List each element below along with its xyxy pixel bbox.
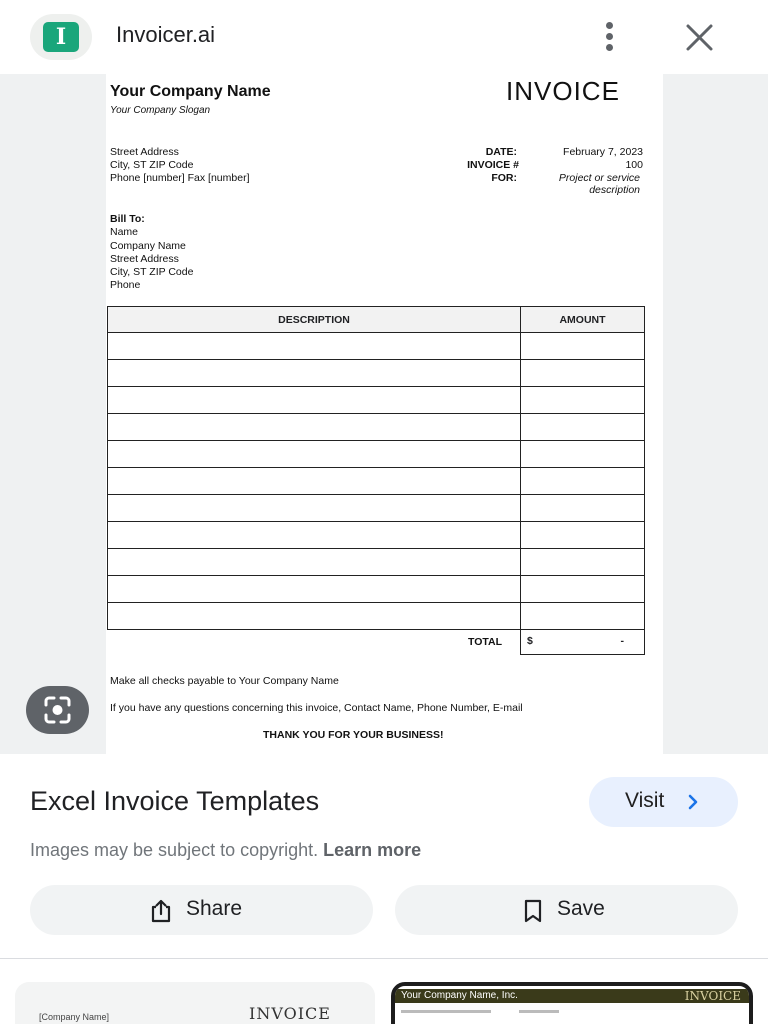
close-icon[interactable]	[678, 18, 720, 58]
total-label: TOTAL	[468, 636, 503, 648]
lens-icon[interactable]	[26, 686, 89, 734]
total-currency: $	[527, 635, 533, 647]
date-value: February 7, 2023	[563, 146, 643, 158]
thumb-text-line	[519, 1010, 559, 1013]
result-title[interactable]: Excel Invoice Templates	[30, 786, 320, 816]
address-line: Street Address	[110, 146, 179, 158]
invoice-number-value: 100	[625, 159, 643, 171]
description-cell	[108, 414, 521, 441]
amount-cell	[521, 522, 645, 549]
address-line: Phone [number] Fax [number]	[110, 172, 250, 184]
bill-to-label: Bill To:	[110, 213, 145, 225]
amount-cell	[521, 360, 645, 387]
bill-to-line: Company Name	[110, 240, 186, 252]
description-cell	[108, 360, 521, 387]
related-result-thumbnail[interactable]	[391, 982, 753, 1024]
description-cell	[108, 603, 521, 630]
share-button[interactable]	[30, 885, 373, 935]
description-header: DESCRIPTION	[108, 307, 521, 333]
bill-to-line: Street Address	[110, 253, 179, 265]
invoicer-logo-icon[interactable]	[30, 14, 92, 60]
table-row	[108, 468, 645, 495]
thumb-title: INVOICE	[684, 989, 741, 1003]
amount-cell	[521, 414, 645, 441]
company-slogan: Your Company Slogan	[110, 105, 211, 116]
invoice-number-label: INVOICE #	[467, 159, 519, 171]
more-vert-icon[interactable]	[596, 18, 624, 56]
save-button[interactable]	[395, 885, 738, 935]
for-value: Project or service	[558, 172, 640, 184]
table-row	[108, 441, 645, 468]
amount-cell	[521, 333, 645, 360]
description-cell	[108, 522, 521, 549]
amount-cell	[521, 495, 645, 522]
save-label: Save	[557, 897, 605, 920]
site-name[interactable]: Invoicer.ai	[116, 22, 216, 47]
thumb-title: INVOICE	[249, 1004, 331, 1023]
related-result-thumbnail[interactable]	[15, 982, 375, 1024]
total-box	[520, 629, 645, 655]
thumb-company: Your Company Name, Inc.	[401, 990, 518, 1001]
image-preview[interactable]	[0, 74, 768, 754]
invoice-items-table	[107, 306, 645, 630]
amount-cell	[521, 603, 645, 630]
invoice-title: INVOICE	[506, 76, 620, 106]
copyright-notice	[30, 840, 421, 861]
invoice-sheet	[106, 74, 663, 754]
thank-you-note: THANK YOU FOR YOUR BUSINESS!	[263, 729, 444, 741]
share-label: Share	[186, 897, 243, 920]
invoice-items-body	[108, 333, 645, 630]
table-row	[108, 360, 645, 387]
table-row	[108, 549, 645, 576]
amount-cell	[521, 468, 645, 495]
table-row	[108, 333, 645, 360]
table-row	[108, 522, 645, 549]
for-value: description	[589, 184, 640, 196]
chevron-right-icon	[687, 794, 699, 810]
visit-button[interactable]	[589, 777, 738, 827]
divider	[0, 958, 768, 959]
top-bar	[0, 0, 768, 74]
table-row	[108, 576, 645, 603]
copyright-text: Images may be subject to copyright.	[30, 840, 319, 860]
description-cell	[108, 549, 521, 576]
table-row	[108, 414, 645, 441]
date-label: DATE:	[485, 146, 517, 158]
total-value: -	[620, 635, 624, 647]
table-row	[108, 603, 645, 630]
amount-cell	[521, 387, 645, 414]
address-line: City, ST ZIP Code	[110, 159, 194, 171]
for-label: FOR:	[491, 172, 517, 184]
description-cell	[108, 387, 521, 414]
amount-cell	[521, 549, 645, 576]
logo-letter: I	[43, 22, 79, 52]
description-cell	[108, 441, 521, 468]
visit-label: Visit	[625, 789, 665, 812]
bill-to-line: Name	[110, 226, 139, 238]
bill-to-line: Phone	[110, 279, 141, 291]
table-row	[108, 495, 645, 522]
thumb-text-line	[401, 1010, 491, 1013]
description-cell	[108, 576, 521, 603]
amount-cell	[521, 576, 645, 603]
questions-note: If you have any questions concerning this invoice, Contact Name, Phone Number, E-mail	[110, 702, 523, 714]
description-cell	[108, 495, 521, 522]
amount-cell	[521, 441, 645, 468]
payable-note: Make all checks payable to Your Company Name	[110, 675, 339, 687]
thumb-company: [Company Name]	[39, 1012, 110, 1022]
bookmark-icon	[521, 898, 545, 924]
table-row	[108, 387, 645, 414]
bill-to-line: City, ST ZIP Code	[110, 266, 194, 278]
company-name: Your Company Name	[110, 83, 271, 100]
description-cell	[108, 468, 521, 495]
share-icon	[148, 898, 174, 924]
amount-header: AMOUNT	[521, 307, 645, 333]
description-cell	[108, 333, 521, 360]
learn-more-link[interactable]: Learn more	[323, 840, 422, 860]
